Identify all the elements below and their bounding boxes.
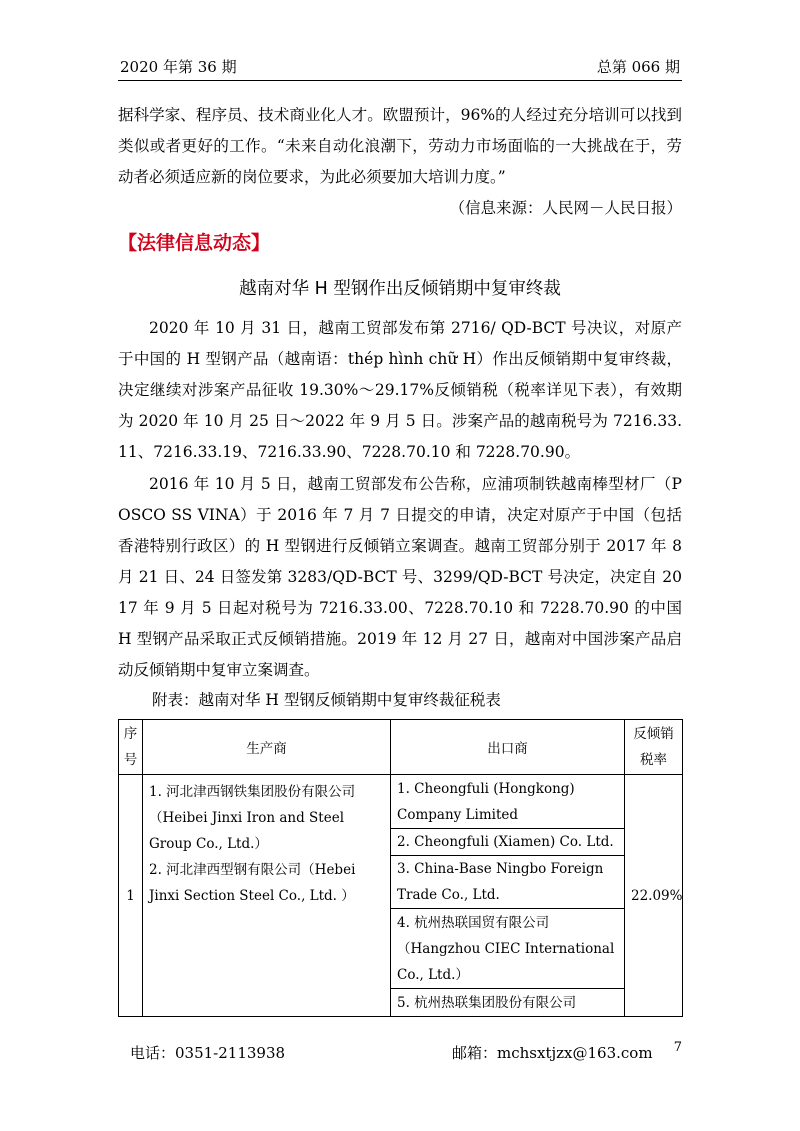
total-issue-label: 总第 066 期 (596, 58, 680, 76)
intro-paragraph: 据科学家、程序员、技术商业化人才。欧盟预计，96%的人经过充分培训可以找到类似或者更好的工作。“未来自动化浪潮下，劳动力市场面临的一大挑战在于，劳动者必须适应新的岗位要求，为此必须要加大培训力度。” (118, 106, 682, 186)
header-producer: 生产商 (143, 720, 391, 775)
exporter-2: 2. Cheongfuli (Xiamen) Co. Ltd. (391, 829, 625, 856)
tariff-table (118, 719, 683, 1017)
exporter-1: 1. Cheongfuli (Hongkong) Company Limited (391, 775, 625, 829)
rate-cell: 22.09% (625, 775, 683, 1017)
exporter-3: 3. China-Base Ningbo Foreign Trade Co., Ltd. (391, 856, 625, 909)
header-rate: 反倾销税率 (625, 720, 683, 775)
phone-label: 电话：0351-2113938 (130, 1044, 286, 1062)
page-header (118, 56, 682, 82)
source-note: （信息来源：人民网－人民日报） (449, 199, 682, 217)
header-exporter: 出口商 (391, 720, 625, 775)
page-footer (130, 1042, 682, 1066)
article-paragraph-1: 2020 年 10 月 31 日，越南工贸部发布第 2716/ QD-BCT 号决议，对原产于中国的 H 型钢产品（越南语：thép hình chữ H）作出反倾销期中复审终裁，决定继续对涉案产品征收 19.30%～29.17%反倾销税（税率详见下表），有效期为 2020 年 10 月 25 日～2022 年 9 月 5 日。涉案产品的越南税号为 7216.33.11、7216.33.19、7216.33.90、7228.70.10 和 7228.70.90。 (118, 319, 682, 461)
article-title: 越南对华 H 型钢作出反倾销期中复审终裁 (239, 279, 561, 299)
producer-cell (143, 775, 391, 1017)
header-divider (118, 80, 682, 81)
producer-2: 2. 河北津西型钢有限公司（Hebei Jinxi Section Steel Co., Ltd. ） (149, 862, 356, 904)
header-serial-no: 序号 (119, 720, 143, 775)
row-serial-no: 1 (119, 775, 143, 1017)
exporter-5: 5. 杭州热联集团股份有限公司 (391, 989, 625, 1017)
table-header-row (119, 720, 683, 775)
page-number: 7 (673, 1040, 682, 1055)
table-caption: 附表：越南对华 H 型钢反倾销期中复审终裁征税表 (152, 691, 501, 709)
producer-1: 1. 河北津西钢铁集团股份有限公司（Heibei Jinxi Iron and Steel Group Co., Ltd.） (149, 784, 356, 852)
table-row (119, 775, 683, 829)
section-title: 【法律信息动态】 (118, 232, 271, 254)
issue-label: 2020 年第 36 期 (120, 58, 237, 76)
exporter-4: 4. 杭州热联国贸有限公司（Hangzhou CIEC International Co., Ltd.） (391, 909, 625, 989)
article-paragraph-2: 2016 年 10 月 5 日，越南工贸部发布公告称，应浦项制铁越南棒型材厂（POSCO SS VINA）于 2016 年 7 月 7 日提交的申请，决定对原产于中国（包括香港特别行政区）的 H 型钢进行反倾销立案调查。越南工贸部分别于 2017 年 8 月 21 日、24 日签发第 3283/QD-BCT 号、3299/QD-BCT 号决定，决定自 2017 年 9 月 5 日起对税号为 7216.33.00、7228.70.10 和 7228.70.90 的中国 H 型钢产品采取正式反倾销措施。2019 年 12 月 27 日，越南对中国涉案产品启动反倾销期中复审立案调查。 (118, 475, 682, 679)
email-label: 邮箱：mchsxtjzx@163.com (452, 1044, 653, 1062)
